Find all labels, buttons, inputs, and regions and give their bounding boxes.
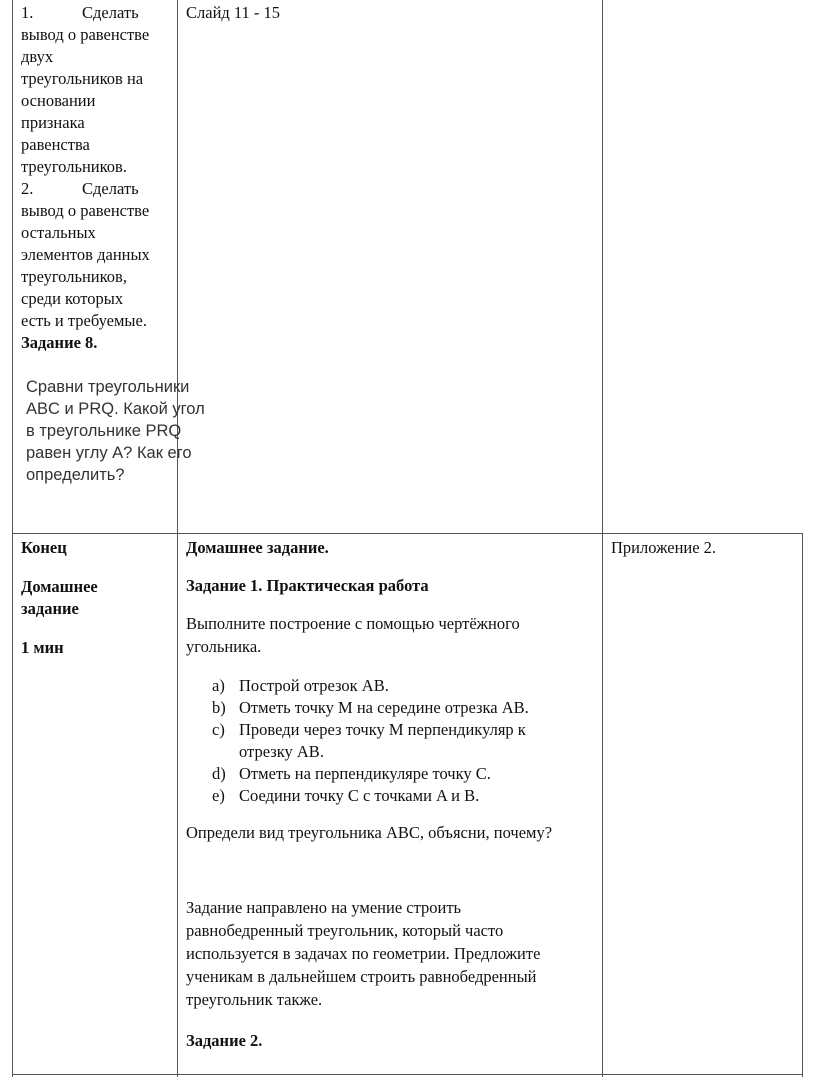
item2-line: элементов данных xyxy=(21,245,150,264)
step-text: Отметь точку M на середине отрезка AB. xyxy=(239,698,529,717)
task8-image-line: ABC и PRQ. Какой угол xyxy=(26,400,205,418)
slides-label: Слайд 11 - 15 xyxy=(186,3,281,22)
row-divider xyxy=(12,533,803,534)
note-line: равнобедренный треугольник, который часто xyxy=(186,921,504,940)
item2-line: вывод о равенстве xyxy=(21,201,150,220)
step-label: d) xyxy=(212,764,226,783)
task2-title: Задание 2. xyxy=(186,1031,263,1050)
table-border-bottom xyxy=(12,1074,803,1075)
item2-line: есть и требуемые. xyxy=(21,311,147,330)
table-border-right xyxy=(802,533,803,1077)
item1-line: признака xyxy=(21,113,85,132)
instruction-line: угольника. xyxy=(186,637,262,656)
item2-number: 2. xyxy=(21,179,34,198)
time-label: 1 мин xyxy=(21,638,64,657)
item1-number: 1. xyxy=(21,3,34,22)
note-line: используется в задачах по геометрии. Предложите xyxy=(186,944,541,963)
step-label: c) xyxy=(212,720,225,739)
table-border-left xyxy=(12,0,13,1077)
step-text: Построй отрезок AB. xyxy=(239,676,389,695)
task8-image-line: в треугольнике PRQ xyxy=(26,422,182,440)
item1-line: равенства xyxy=(21,135,90,154)
item2-line: треугольников, xyxy=(21,267,127,286)
task8-screenshot xyxy=(20,372,205,484)
note-line: ученикам в дальнейшем строить равнобедренный xyxy=(186,967,537,986)
homework-label: задание xyxy=(21,599,79,618)
task8-image-line: определить? xyxy=(26,466,125,484)
item2-line: среди которых xyxy=(21,289,124,308)
task8-image-line: равен углу A? Как его xyxy=(26,444,192,462)
task8-title: Задание 8. xyxy=(21,333,98,352)
step-label: a) xyxy=(212,676,225,695)
step-text: отрезку AB. xyxy=(239,742,324,761)
note-line: Задание направлено на умение строить xyxy=(186,898,462,917)
question-text: Определи вид треугольника ABC, объясни, почему? xyxy=(186,823,553,842)
item1-line: вывод о равенстве xyxy=(21,25,150,44)
item1-line: Сделать xyxy=(82,3,139,22)
appendix-label: Приложение 2. xyxy=(611,538,717,557)
item2-line: остальных xyxy=(21,223,96,242)
step-text: Отметь на перпендикуляре точку C. xyxy=(239,764,491,783)
end-label: Конец xyxy=(21,538,67,557)
task1-title: Задание 1. Практическая работа xyxy=(186,576,429,595)
item1-line: треугольников на xyxy=(21,69,144,88)
task8-image-line: Сравни треугольники xyxy=(26,378,190,396)
step-text: Соедини точку C с точками A и B. xyxy=(239,786,480,805)
item1-line: двух xyxy=(21,47,54,66)
note-line: треугольник также. xyxy=(186,990,323,1009)
homework-heading: Домашнее задание. xyxy=(186,538,329,557)
item1-line: треугольников. xyxy=(21,157,127,176)
step-text: Проведи через точку M перпендикуляр к xyxy=(239,720,526,739)
homework-label: Домашнее xyxy=(21,577,98,596)
step-label: e) xyxy=(212,786,225,805)
step-label: b) xyxy=(212,698,226,717)
item1-line: основании xyxy=(21,91,96,110)
column-divider-1 xyxy=(177,0,178,1077)
instruction-line: Выполните построение с помощью чертёжного xyxy=(186,614,520,633)
item2-line: Сделать xyxy=(82,179,139,198)
column-divider-2 xyxy=(602,0,603,1077)
